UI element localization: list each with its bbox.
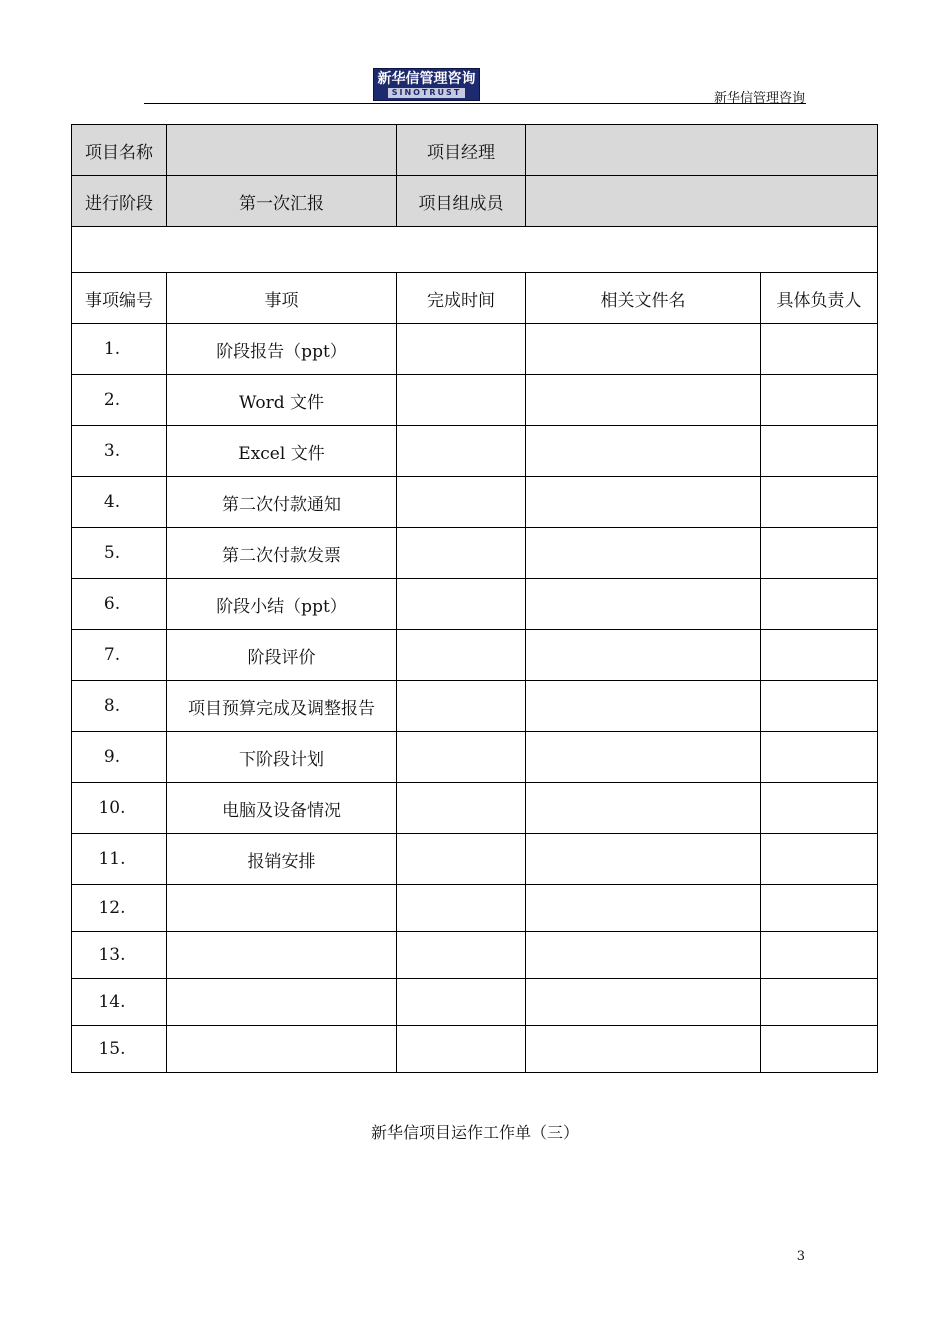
table-row	[72, 979, 878, 1026]
col-header-number: 事项编号	[72, 273, 167, 324]
document-title: 新华信项目运作工作单（三）	[370, 1123, 579, 1142]
row-owner[interactable]	[761, 1026, 878, 1073]
row-owner[interactable]	[761, 979, 878, 1026]
row-item: 阶段小结（ppt）	[167, 579, 397, 630]
table-row	[72, 579, 878, 630]
row-completion-time[interactable]	[397, 579, 526, 630]
project-manager-value[interactable]	[526, 125, 878, 176]
row-file-name[interactable]	[526, 528, 761, 579]
col-header-file-name: 相关文件名	[526, 273, 761, 324]
row-owner[interactable]	[761, 885, 878, 932]
stage-value[interactable]: 第一次汇报	[167, 176, 397, 227]
row-number: 8.	[72, 681, 167, 732]
row-number: 9.	[72, 732, 167, 783]
row-file-name[interactable]	[526, 932, 761, 979]
blank-row	[72, 227, 878, 273]
table-row	[72, 885, 878, 932]
header-rule	[144, 103, 806, 104]
project-name-label: 项目名称	[72, 125, 167, 176]
row-file-name[interactable]	[526, 426, 761, 477]
header-company-name: 新华信管理咨询	[713, 91, 805, 106]
team-members-label: 项目组成员	[397, 176, 526, 227]
logo-english-text: SINOTRUST	[388, 88, 466, 98]
row-item: 项目预算完成及调整报告	[167, 681, 397, 732]
row-owner[interactable]	[761, 834, 878, 885]
row-owner[interactable]	[761, 426, 878, 477]
row-item: 报销安排	[167, 834, 397, 885]
company-logo	[373, 68, 480, 101]
row-completion-time[interactable]	[397, 324, 526, 375]
table-row	[72, 426, 878, 477]
row-completion-time[interactable]	[397, 885, 526, 932]
row-file-name[interactable]	[526, 630, 761, 681]
row-completion-time[interactable]	[397, 1026, 526, 1073]
logo-chinese-text: 新华信管理咨询	[377, 71, 476, 87]
row-item: Excel 文件	[167, 426, 397, 477]
table-row	[72, 477, 878, 528]
row-owner[interactable]	[761, 579, 878, 630]
row-owner[interactable]	[761, 630, 878, 681]
table-row	[72, 732, 878, 783]
row-owner[interactable]	[761, 783, 878, 834]
row-number: 4.	[72, 477, 167, 528]
project-name-value[interactable]	[167, 125, 397, 176]
row-owner[interactable]	[761, 375, 878, 426]
row-file-name[interactable]	[526, 375, 761, 426]
row-file-name[interactable]	[526, 885, 761, 932]
row-completion-time[interactable]	[397, 477, 526, 528]
row-completion-time[interactable]	[397, 783, 526, 834]
row-file-name[interactable]	[526, 732, 761, 783]
table-row	[72, 834, 878, 885]
col-header-owner: 具体负责人	[761, 273, 878, 324]
row-file-name[interactable]	[526, 681, 761, 732]
row-owner[interactable]	[761, 681, 878, 732]
row-file-name[interactable]	[526, 783, 761, 834]
row-owner[interactable]	[761, 324, 878, 375]
table-row	[72, 1026, 878, 1073]
table-row	[72, 528, 878, 579]
blank-cell	[72, 227, 878, 273]
work-order-table	[71, 124, 878, 1073]
row-item: 下阶段计划	[167, 732, 397, 783]
row-completion-time[interactable]	[397, 732, 526, 783]
stage-label: 进行阶段	[72, 176, 167, 227]
row-completion-time[interactable]	[397, 375, 526, 426]
row-number: 14.	[72, 979, 167, 1026]
row-item[interactable]	[167, 932, 397, 979]
row-number: 6.	[72, 579, 167, 630]
row-completion-time[interactable]	[397, 681, 526, 732]
row-item[interactable]	[167, 1026, 397, 1073]
row-item: 阶段评价	[167, 630, 397, 681]
table-row	[72, 681, 878, 732]
row-completion-time[interactable]	[397, 932, 526, 979]
row-number: 2.	[72, 375, 167, 426]
info-row-project	[72, 125, 878, 176]
column-header-row	[72, 273, 878, 324]
row-completion-time[interactable]	[397, 630, 526, 681]
row-completion-time[interactable]	[397, 426, 526, 477]
row-number: 10.	[72, 783, 167, 834]
project-manager-label: 项目经理	[397, 125, 526, 176]
row-item[interactable]	[167, 979, 397, 1026]
row-file-name[interactable]	[526, 1026, 761, 1073]
info-row-stage	[72, 176, 878, 227]
row-number: 7.	[72, 630, 167, 681]
table-row	[72, 324, 878, 375]
row-file-name[interactable]	[526, 979, 761, 1026]
table-row	[72, 783, 878, 834]
row-completion-time[interactable]	[397, 528, 526, 579]
col-header-completion-time: 完成时间	[397, 273, 526, 324]
table-row	[72, 375, 878, 426]
row-item: 电脑及设备情况	[167, 783, 397, 834]
row-item[interactable]	[167, 885, 397, 932]
row-number: 1.	[72, 324, 167, 375]
row-item: 第二次付款发票	[167, 528, 397, 579]
table-row	[72, 932, 878, 979]
row-item: 第二次付款通知	[167, 477, 397, 528]
row-file-name[interactable]	[526, 477, 761, 528]
row-item: 阶段报告（ppt）	[167, 324, 397, 375]
table-row	[72, 630, 878, 681]
row-owner[interactable]	[761, 477, 878, 528]
row-number: 5.	[72, 528, 167, 579]
row-number: 11.	[72, 834, 167, 885]
row-completion-time[interactable]	[397, 834, 526, 885]
team-members-value[interactable]	[526, 176, 878, 227]
row-owner[interactable]	[761, 528, 878, 579]
row-completion-time[interactable]	[397, 979, 526, 1026]
row-file-name[interactable]	[526, 834, 761, 885]
col-header-item: 事项	[167, 273, 397, 324]
row-file-name[interactable]	[526, 579, 761, 630]
row-number: 13.	[72, 932, 167, 979]
row-number: 12.	[72, 885, 167, 932]
row-file-name[interactable]	[526, 324, 761, 375]
row-owner[interactable]	[761, 732, 878, 783]
row-owner[interactable]	[761, 932, 878, 979]
row-item: Word 文件	[167, 375, 397, 426]
row-number: 15.	[72, 1026, 167, 1073]
page-number: 3	[796, 1249, 805, 1264]
row-number: 3.	[72, 426, 167, 477]
